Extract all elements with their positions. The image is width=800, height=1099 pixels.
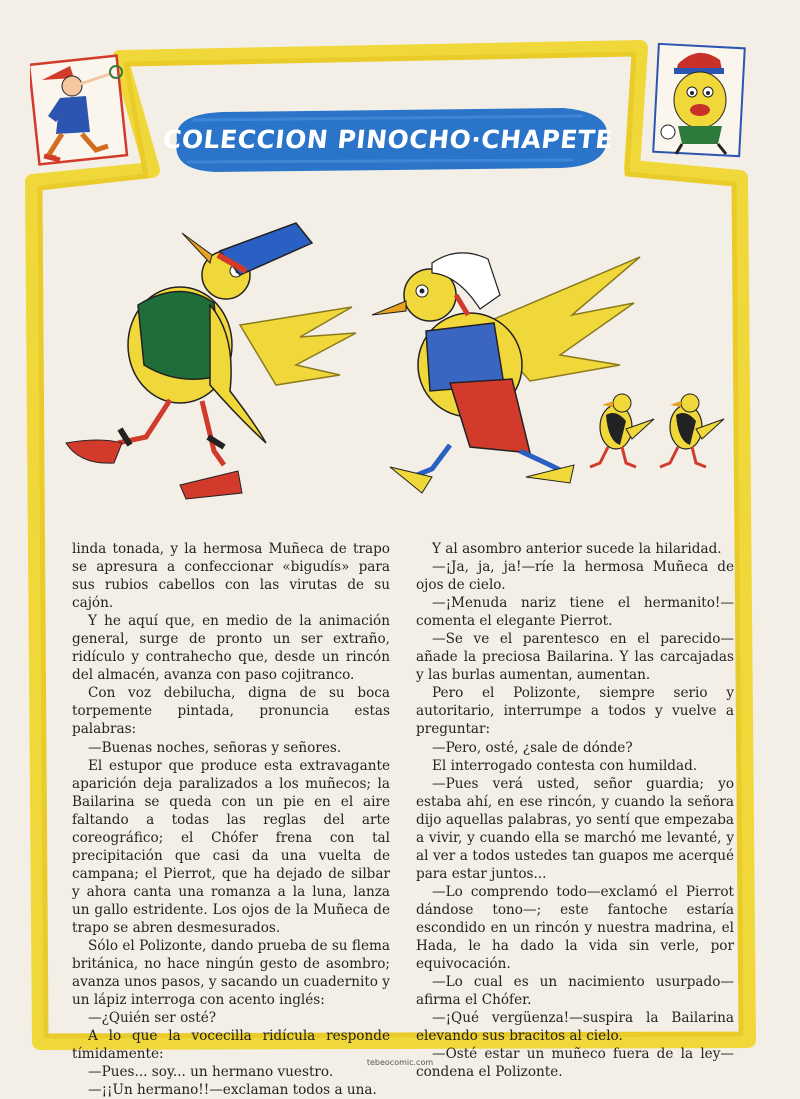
paragraph: —Lo cual es un nacimiento usurpado—afirma el Chófer. xyxy=(416,974,734,1009)
paragraph: —¿Quién ser osté? xyxy=(88,1010,217,1027)
paragraph: —Se ve el parentesco en el parecido—añade la preciosa Bailarina. Y las carcajadas y las burlas aumentan, aumentan. xyxy=(416,631,734,684)
paragraph: El interrogado contesta con humildad. xyxy=(432,757,698,774)
paragraph: —¡¡Un hermano!!—exclaman todos a una. xyxy=(88,1082,377,1099)
paragraph: —Buenas noches, señoras y señores. xyxy=(88,739,342,756)
chapete-character-icon xyxy=(648,40,748,160)
paragraph: El estupor que produce esta extravagante aparición deja paralizados a los muñecos; la Bailarina se queda con un pie en el aire faltando a todas las reglas del arte coreográfico; el Chófer frena con tal precipitación que casi da una vuelta de campana; el Pierrot, que ha dejado de silbar y ahora canta una romanza a la luna, lanza un gallo estridente. Los ojos de la Muñeca de trapo se abren desmesurados. xyxy=(72,757,390,936)
paragraph: Sólo el Polizonte, dando prueba de su flema británica, no hace ningún gesto de asombro; avanza unos pasos, y sacando un cuadernito y un lápiz interroga con acento inglés: xyxy=(72,938,390,1009)
paragraph: linda tonada, y la hermosa Muñeca de trapo se apresura a confeccionar «bigudís» para sus rubios cabellos con las virutas de su cajón. xyxy=(72,541,390,612)
paragraph: A lo que la vocecilla ridícula responde tímidamente: xyxy=(72,1028,390,1063)
pinocho-character-icon xyxy=(30,52,130,170)
paragraph: —¡Ja, ja, ja!—ríe la hermosa Muñeca de ojos de cielo. xyxy=(416,559,734,594)
paragraph: —Pues verá usted, señor guardia; yo estaba ahí, en ese rincón, y cuando la señora dijo aquellas palabras, yo sentí que empezaba a vivir, y cuando ella se marchó me levanté, y al ver a todos ustedes tan guapos me acerqué para estar juntos... xyxy=(416,775,734,882)
paragraph: —¡Menuda nariz tiene el hermanito!—comenta el elegante Pierrot. xyxy=(416,595,734,630)
banner-title: COLECCION PINOCHO·CHAPETE xyxy=(161,124,615,154)
paragraph: Pero el Polizonte, siempre serio y autoritario, interrumpe a todos y vuelve a preguntar: xyxy=(416,685,734,738)
small-chicks xyxy=(590,394,724,467)
paragraph: Con voz debilucha, digna de su boca torpemente pintada, pronuncia estas palabras: xyxy=(72,685,390,738)
birds-walking-illustration xyxy=(60,215,740,515)
text-column-left xyxy=(72,540,390,1099)
paragraph: Y al asombro anterior sucede la hilaridad. xyxy=(432,541,722,557)
paragraph: Y he aquí que, en medio de la animación general, surge de pronto un ser extraño, ridículo y contrahecho que, desde un rincón del almacén, avanza con paso cojitranco. xyxy=(72,613,390,684)
bird-with-top-hat xyxy=(66,223,356,499)
bird-with-bonnet xyxy=(372,253,640,493)
paragraph: —Pero, osté, ¿sale de dónde? xyxy=(432,739,633,756)
paragraph: —Osté estar un muñeco fuera de la ley—condena el Polizonte. xyxy=(416,1046,734,1081)
paragraph: —¡Qué vergüenza!—suspira la Bailarina elevando sus bracitos al cielo. xyxy=(416,1010,734,1045)
paragraph: —Lo comprendo todo—exclamó el Pierrot dándose tono—; este fantoche estaría escondido en un rincón y nuestra madrina, el Hada, le ha dado la vida sin verle, por equivocación. xyxy=(416,883,734,973)
paragraph: —Pues... soy... un hermano vuestro. xyxy=(88,1064,334,1081)
collection-banner xyxy=(163,100,613,178)
text-column-right xyxy=(416,540,734,1081)
site-credit: tebeocomic.com xyxy=(366,1058,434,1067)
